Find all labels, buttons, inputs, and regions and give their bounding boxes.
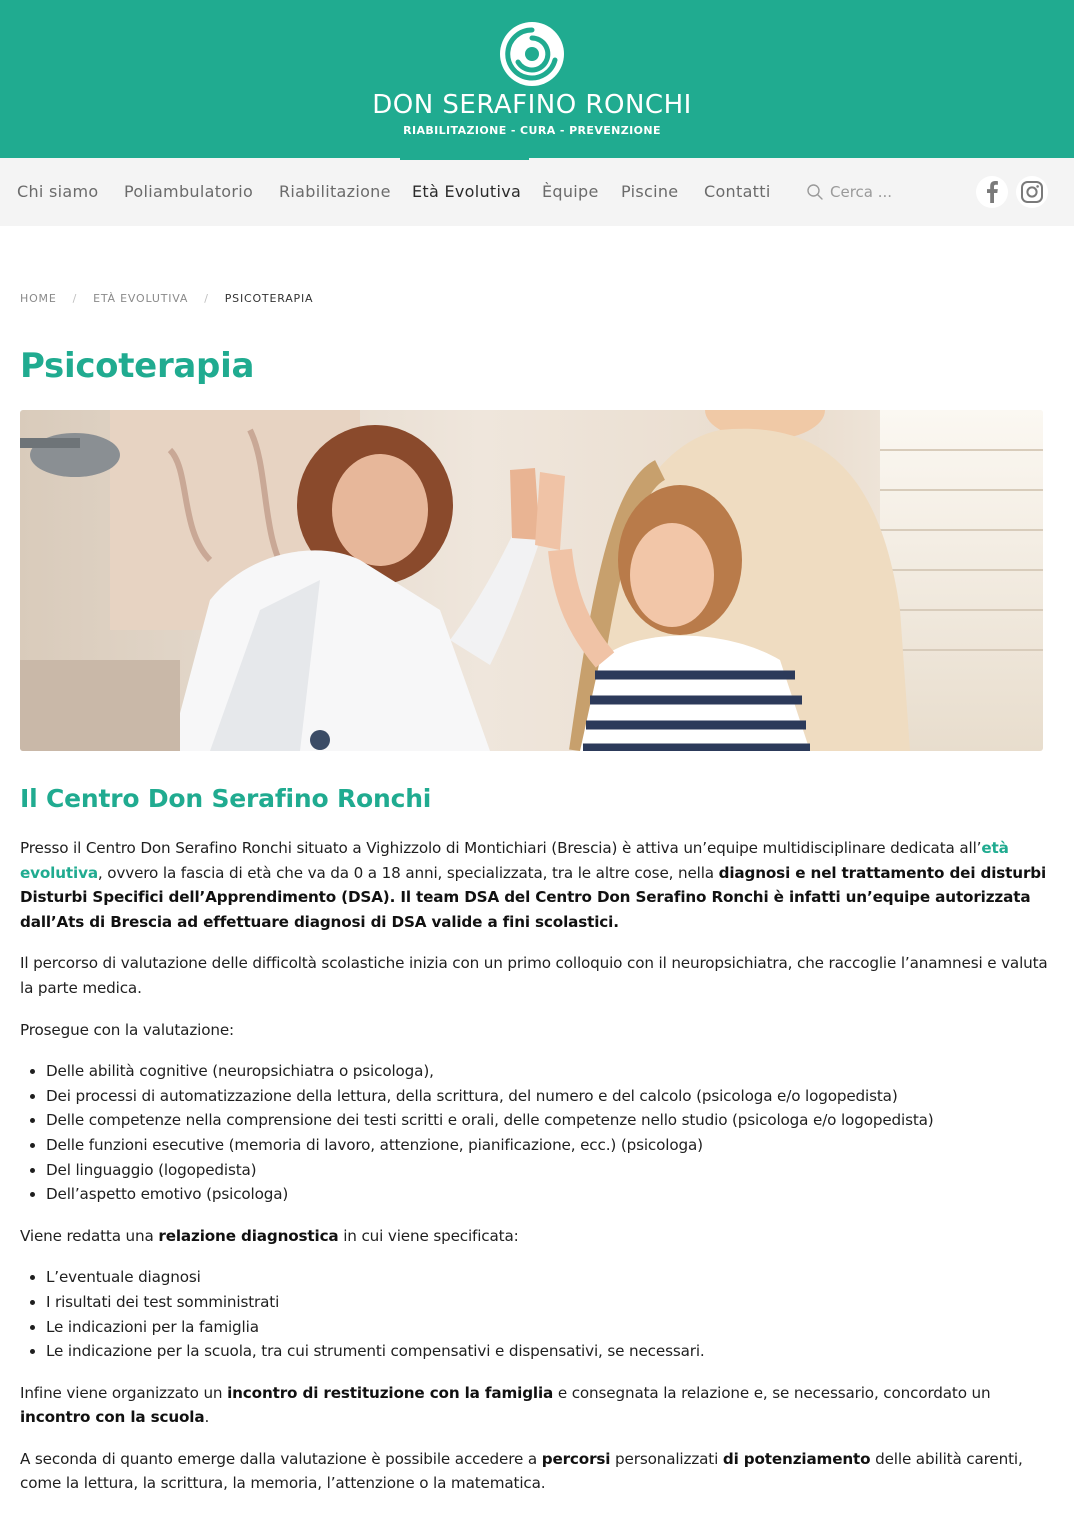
text: in cui viene specificata: — [338, 1226, 519, 1245]
instagram-link[interactable] — [1016, 176, 1048, 208]
facebook-icon — [985, 181, 999, 203]
nav-item-contatti[interactable]: Contatti — [704, 182, 771, 201]
list-item: • I risultati dei test somministrati — [46, 1290, 1050, 1315]
text: , ovvero la fascia di età che va da 0 a 18 anni, specializzata, tra le altre cose, nella — [97, 863, 719, 882]
list-item: • Le indicazioni per la famiglia — [46, 1315, 1050, 1340]
relazione-list — [46, 1265, 1050, 1363]
list-item: • Delle competenze nella comprensione dei testi scritti e orali, delle competenze nello studio (psicologa e/o logopedista) — [46, 1108, 1050, 1133]
text: e consegnata la relazione e, se necessario, concordato un — [553, 1383, 991, 1402]
breadcrumb-separator: / — [72, 292, 78, 305]
bold-text: relazione diagnostica — [158, 1226, 339, 1245]
article-content — [20, 836, 1050, 1513]
brand-tagline: RIABILITAZIONE - CURA - PREVENZIONE — [403, 124, 661, 137]
bold-text: diagnosi e nel trattamento dei disturbi Disturbi Specifici dell’Apprendimento (DSA). Il team DSA del Centro Don Serafino Ronchi è infatti un’equipe autorizzata dall’Ats di Brescia ad effettuare diagnosi di DSA valide a fini scolastici. — [20, 863, 1047, 931]
section-heading: Il Centro Don Serafino Ronchi — [20, 784, 432, 813]
paragraph-intro — [20, 836, 1050, 934]
bold-text: incontro di restituzione con la famiglia — [227, 1383, 554, 1402]
valutazione-list — [46, 1059, 1050, 1207]
breadcrumb-current: PSICOTERAPIA — [224, 292, 314, 305]
list-item: • Delle abilità cognitive (neuropsichiatra o psicologa), — [46, 1059, 1050, 1084]
list-item: • Le indicazione per la scuola, tra cui strumenti compensativi e dispensativi, se necessari. — [46, 1339, 1050, 1364]
breadcrumb-home[interactable]: HOME — [20, 292, 57, 305]
nav-item-poliambulatorio[interactable]: Poliambulatorio — [124, 182, 254, 201]
nav-item-eta-evolutiva[interactable]: Età Evolutiva — [412, 182, 522, 201]
breadcrumb-eta-evolutiva[interactable]: ETÀ EVOLUTIVA — [93, 292, 189, 305]
text: A seconda di quanto emerge dalla valutazione è possibile accedere a — [20, 1449, 542, 1468]
list-item: • Dei processi di automatizzazione della lettura, della scrittura, del numero e del calcolo (psicologa e/o logopedista) — [46, 1084, 1050, 1109]
paragraph-restituzione — [20, 1381, 1050, 1430]
text: . — [204, 1408, 210, 1427]
brand-name[interactable]: DON SERAFINO RONCHI — [372, 90, 692, 120]
paragraph-percorso: Il percorso di valutazione delle difficoltà scolastiche inizia con un primo colloquio con il neuropsichiatra, che raccoglie l’anamnesi e valuta la parte medica. — [20, 954, 1048, 997]
nav-item-riabilitazione[interactable]: Riabilitazione — [279, 182, 391, 201]
list-item: • Dell’aspetto emotivo (psicologa) — [46, 1182, 1050, 1207]
search-input[interactable] — [830, 175, 960, 209]
nav-item-equipe[interactable]: Èquipe — [542, 182, 599, 201]
nav-item-chi-siamo[interactable]: Chi siamo — [17, 182, 99, 201]
text: delle abilità carenti, come la lettura, la scrittura, la memoria, l’attenzione o la matematica. — [20, 1449, 1023, 1493]
facebook-link[interactable] — [976, 176, 1008, 208]
breadcrumb-separator: / — [204, 292, 209, 305]
text: Viene redatta una — [20, 1226, 159, 1245]
list-item: • L’eventuale diagnosi — [46, 1265, 1050, 1290]
bold-text: di potenziamento — [722, 1449, 871, 1468]
paragraph-potenziamento — [20, 1447, 1050, 1496]
search-box — [806, 175, 966, 209]
site-header — [0, 0, 1074, 158]
bold-text: percorsi — [541, 1449, 611, 1468]
nav-item-piscine[interactable]: Piscine — [621, 182, 679, 201]
bold-text: incontro con la scuola — [20, 1408, 205, 1427]
paragraph-relazione — [20, 1224, 1050, 1249]
logo-icon[interactable] — [498, 20, 566, 88]
hero-image — [20, 410, 1043, 751]
list-item: • Delle funzioni esecutive (memoria di lavoro, attenzione, pianificazione, ecc.) (psicologa) — [46, 1133, 1050, 1158]
search-icon[interactable] — [806, 183, 824, 201]
instagram-icon — [1020, 180, 1044, 204]
breadcrumb — [20, 292, 313, 305]
eta-evolutiva-link[interactable]: età evolutiva — [20, 839, 1009, 882]
text: Presso il Centro Don Serafino Ronchi situato a Vighizzolo di Montichiari (Brescia) è attiva un’equipe multidisciplinare dedicata all’ — [20, 839, 982, 857]
text: personalizzati — [610, 1449, 723, 1468]
page-title: Psicoterapia — [20, 346, 255, 386]
paragraph-prosegue: Prosegue con la valutazione: — [20, 1020, 235, 1039]
list-item: • Del linguaggio (logopedista) — [46, 1158, 1050, 1183]
text: Infine viene organizzato un — [20, 1383, 228, 1402]
